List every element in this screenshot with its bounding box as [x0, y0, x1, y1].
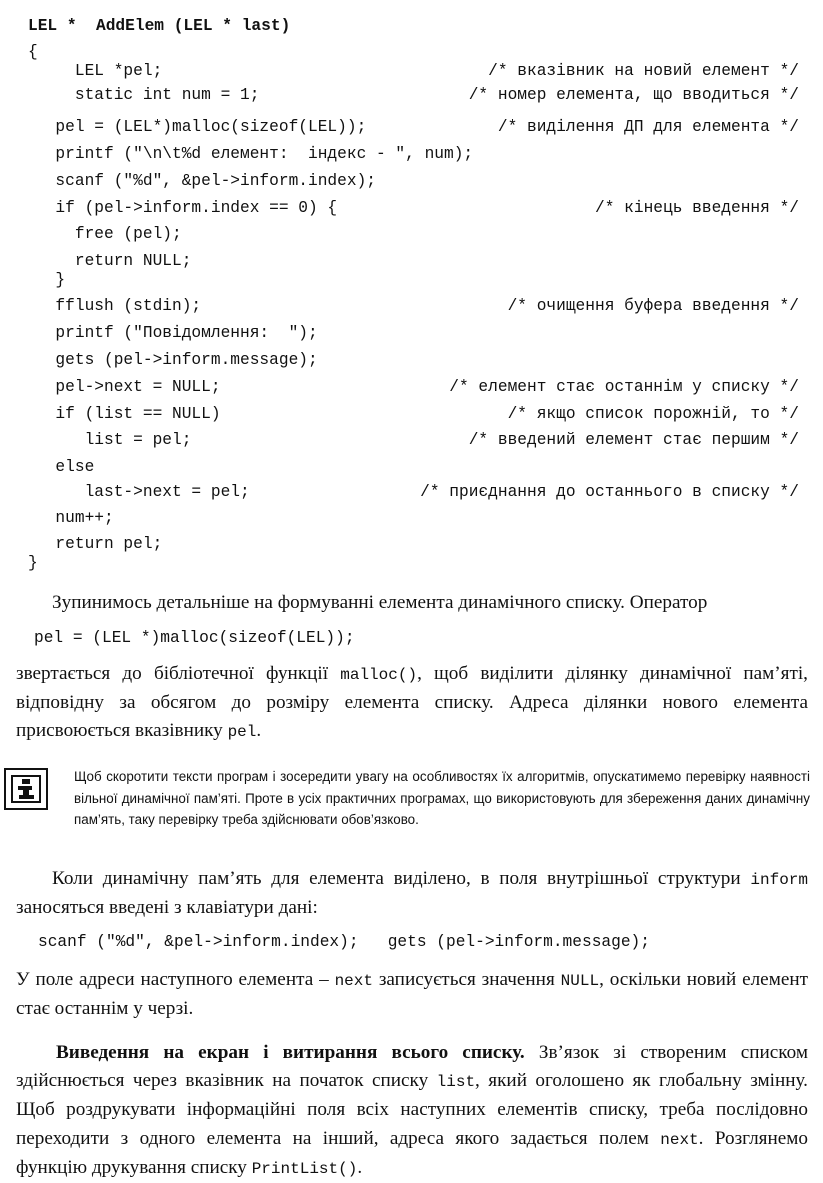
- code-comment: /* виділення ДП для елемента */: [497, 118, 799, 136]
- code-comment: /* очищення буфера введення */: [507, 297, 799, 315]
- inline-code: pel: [227, 723, 257, 742]
- paragraph: У поле адреси наступного елемента – next записується значення NULL, оскільки новий елемент стає останнім у черзі.: [16, 969, 808, 1020]
- inline-code: NULL: [560, 972, 600, 990]
- code-line: LEL *pel;: [36, 62, 163, 80]
- inline-code: next: [334, 972, 373, 990]
- paragraph: Коли динамічну пам’ять для елемента виділено, в поля внутрішньої структури inform заносяться введені з клавіатури дані:: [16, 868, 808, 919]
- code-comment: /* якщо список порожній, то */: [507, 405, 799, 423]
- code-line: LEL * AddElem (LEL * last): [28, 17, 291, 35]
- code-line: free (pel);: [36, 225, 182, 243]
- code-line: return pel;: [36, 535, 163, 553]
- code-line: }: [36, 271, 66, 289]
- section-heading: Виведення на екран і витирання всього списку.: [56, 1042, 525, 1063]
- code-comment: /* введений елемент стає першим */: [468, 431, 799, 449]
- code-snippet: pel = (LEL *)malloc(sizeof(LEL));: [34, 629, 355, 647]
- code-comment: /* елемент стає останнім у списку */: [449, 378, 799, 396]
- code-line: list = pel;: [36, 431, 192, 449]
- code-line: else: [36, 458, 95, 476]
- code-line: static int num = 1;: [36, 86, 260, 104]
- code-line: pel->next = NULL;: [36, 378, 221, 396]
- code-line: printf ("\n\t%d елемент: індекс - ", num);: [36, 145, 474, 163]
- code-line: {: [28, 43, 38, 61]
- code-line: pel = (LEL*)malloc(sizeof(LEL));: [36, 118, 367, 136]
- code-line: if (pel->inform.index == 0) {: [36, 199, 338, 217]
- code-line: if (list == NULL): [36, 405, 221, 423]
- inline-code: PrintList(): [251, 1159, 358, 1178]
- inline-code: list: [436, 1073, 476, 1092]
- code-snippet: scanf ("%d", &pel->inform.index); gets (pel->inform.message);: [38, 933, 650, 951]
- code-line: last->next = pel;: [36, 483, 250, 501]
- code-line: num++;: [36, 509, 114, 527]
- inline-code: next: [660, 1130, 699, 1149]
- code-line: return NULL;: [36, 252, 192, 270]
- paragraph: Виведення на екран і витирання всього списку. Зв’язок зі створеним списком здійснюється через вказівник на початок списку list, який оголошено як глобальну змінну. Щоб роздрукувати інформаційні поля всіх наступних елементів списку, треба послідовно переходити з одного елемента на інший, адреса якого задається полем next. Розглянемо функцію друкування списку PrintList().: [16, 1042, 809, 1178]
- code-line: fflush (stdin);: [36, 297, 202, 315]
- code-comment: /* кінець введення */: [595, 199, 799, 217]
- code-comment: /* приєднання до останнього в списку */: [420, 483, 799, 501]
- inline-code: malloc(): [340, 666, 418, 684]
- info-icon: [4, 768, 48, 810]
- code-line: gets (pel->inform.message);: [36, 351, 318, 369]
- code-line: scanf ("%d", &pel->inform.index);: [36, 172, 376, 190]
- note-text: Щоб скоротити тексти програм і зосередити увагу на особливостях їх алгоритмів, опускатимемо перевірку наявності вільної динамічної пам’яті. Проте в усіх практичних програмах, що використовують для збереження даних динамічну пам’ять, таку перевірку треба здійснювати обов’язково.: [74, 769, 810, 828]
- paragraph: звертається до бібліотечної функції malloc(), щоб виділити ділянку динамічної пам’яті, відповідну за обсягом до розміру елемента списку. Адреса ділянки нового елемента присвоюється вказівнику pel.: [16, 663, 808, 742]
- code-comment: /* вказівник на новий елемент */: [488, 62, 799, 80]
- inline-code: inform: [750, 871, 808, 889]
- paragraph: Зупинимось детальніше на формуванні елемента динамічного списку. Оператор: [52, 592, 708, 613]
- code-line: }: [28, 554, 38, 572]
- code-comment: /* номер елемента, що вводиться */: [468, 86, 799, 104]
- code-line: printf ("Повідомлення: ");: [36, 324, 318, 342]
